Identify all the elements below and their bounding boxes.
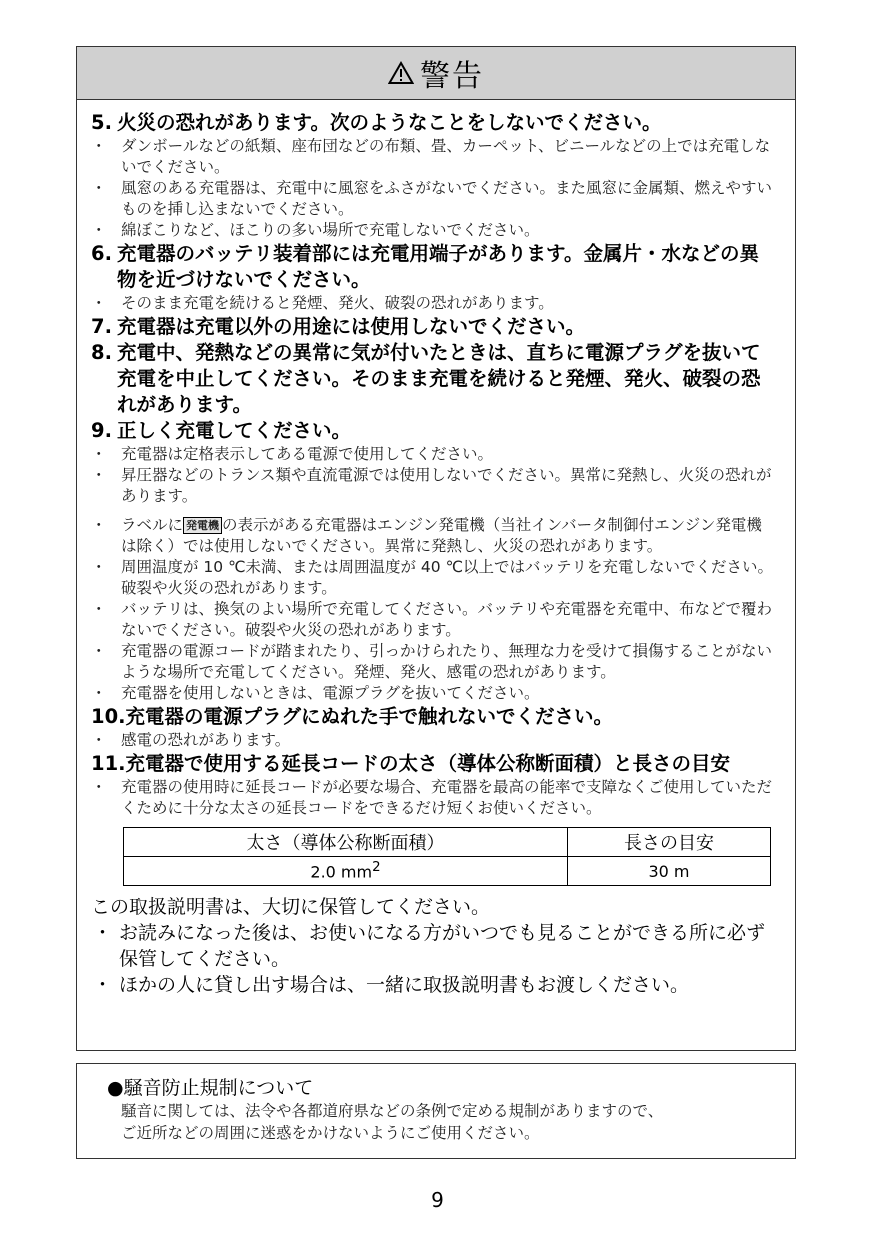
bullet-item: ・ そのまま充電を続けると発煙、発火、破裂の恐れがあります。 [91,294,554,312]
noise-regulation-line: ご近所などの周囲に迷惑をかけないようにご使用ください。 [121,1124,540,1142]
extension-cord-table [123,827,771,886]
keep-manual-item: ・ ほかの人に貸し出す場合は、一緒に取扱説明書もお渡しください。 [93,974,690,996]
section-8-heading: 8. 充電中、発熱などの異常に気が付いたときは、直ちに電源プラグを抜いて充電を中止してください。そのまま充電を続けると発煙、発火、破裂の恐れがあります。 [91,341,761,416]
bullet-item: ・ バッテリは、換気のよい場所で充電してください。バッテリや充電器を充電中、布などで覆わないでください。破裂や火災の恐れがあります。 [91,600,773,639]
warning-content [77,100,795,998]
keep-manual-item: ・ お読みになった後は、お使いになる方がいつでも見ることができる所に必ず保管してください。 [93,922,766,970]
warning-triangle-icon [388,61,414,85]
noise-regulation-box [76,1063,796,1159]
section-7-heading: 7. 充電器は充電以外の用途には使用しないでください。 [91,315,586,338]
bullet-item: ・ 充電器の電源コードが踏まれたり、引っかけられたり、無理な力を受けて損傷することがないような場所で充電してください。発煙、発火、感電の恐れがあります。 [91,642,773,681]
thickness-cell: 2.0 $mm^2$ [124,857,568,886]
bullet-item: ・ 昇圧器などのトランス類や直流電源では使用しないでください。異常に発熱し、火災の恐れがあります。 [91,466,772,505]
bullet-item: ・ 綿ぼこりなど、ほこりの多い場所で充電しないでください。 [91,221,540,239]
bullet-item: ・ 風窓のある充電器は、充電中に風窓をふさがないでください。また風窓に金属類、燃えやすいものを挿し込まないでください。 [91,179,773,218]
table-header-row [124,828,771,857]
generator-label-badge: 発電機 [183,517,222,534]
bullet-item: ・ 周囲温度が 10 ℃未満、または周囲温度が 40 ℃以上ではバッテリを充電しないでください。破裂や火災の恐れがあります。 [91,558,773,597]
bullet-item: ・ 充電器の使用時に延長コードが必要な場合、充電器を最高の能率で支障なくご使用していただくために十分な太さの延長コードをできるだけ短くお使いください。 [91,778,773,817]
bullet-item: ・ ダンボールなどの紙類、座布団などの布類、畳、カーペット、ビニールなどの上では充電しないでください。 [91,137,771,176]
bullet-item: ・ 充電器は定格表示してある電源で使用してください。 [91,445,494,463]
warning-title: 警告 [420,59,484,94]
table-row [124,857,771,886]
bullet-item: ・ 充電器を使用しないときは、電源プラグを抜いてください。 [91,684,540,702]
noise-regulation-line: 騒音に関しては、法令や各都道府県などの条例で定める規制がありますので、 [121,1102,664,1120]
noise-regulation-title: ●騒音防止規制について [107,1077,314,1099]
thickness-header: 太さ（導体公称断面積） [124,828,568,857]
section-10-heading: 10. 充電器の電源プラグにぬれた手で触れないでください。 [91,705,614,728]
keep-manual-title: この取扱説明書は、大切に保管してください。 [91,896,491,918]
bullet-item-generator-label: ・ ラベルに 発電機 の表示がある充電器はエンジン発電機（当社インバータ制御付エンジン発電機は除く）では使用しないでください。異常に発熱し、火災の恐れがあります。 [91,516,762,555]
warning-box [76,46,796,1051]
length-header: 長さの目安 [567,828,770,857]
length-cell: 30 m [567,857,770,886]
page-number: 9 [431,1188,444,1212]
section-9-heading: 9. 正しく充電してください。 [91,419,352,442]
section-6-heading: 6. 充電器のバッテリ装着部には充電用端子があります。金属片・水などの異物を近づけないでください。 [91,242,759,291]
warning-header [77,47,795,100]
bullet-item: ・ 感電の恐れがあります。 [91,731,291,749]
section-5-heading: 5. 火災の恐れがあります。次のようなことをしないでください。 [91,111,662,134]
section-11-heading: 11. 充電器で使用する延長コードの太さ（導体公称断面積）と長さの目安 [91,752,731,775]
